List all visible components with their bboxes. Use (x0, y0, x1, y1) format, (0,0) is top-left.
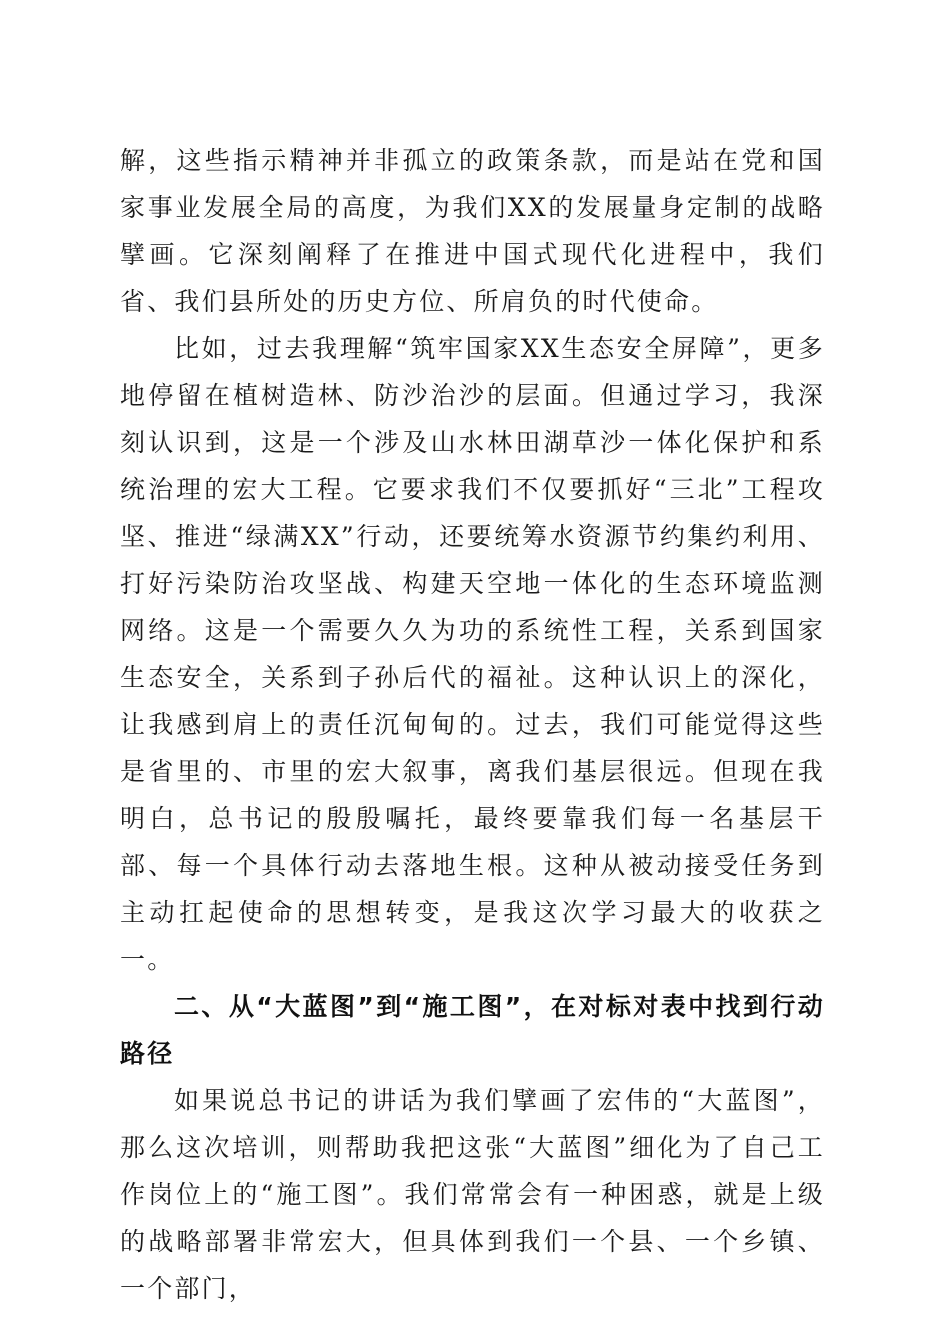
document-body (120, 137, 825, 1312)
paragraph-continuation: 解，这些指示精神并非孤立的政策条款，而是站在党和国家事业发展全局的高度，为我们XX的发展量身定制的战略擘画。它深刻阐释了在推进中国式现代化进程中，我们省、我们县所处的历史方位、所肩负的时代使命。 (120, 146, 825, 316)
paragraph-blueprint: 如果说总书记的讲话为我们擘画了宏伟的“大蓝图”，那么这次培训，则帮助我把这张“大蓝图”细化为了自己工作岗位上的“施工图”。我们常常会有一种困惑，就是上级的战略部署非常宏大，但具体到我们一个县、一个乡镇、一个部门， (120, 1086, 825, 1303)
section-heading-2: 二、从“大蓝图”到“施工图”，在对标对表中找到行动路径 (120, 992, 825, 1068)
paragraph-ecological-barrier: 比如，过去我理解“筑牢国家XX生态安全屏障”，更多地停留在植树造林、防沙治沙的层面。但通过学习，我深刻认识到，这是一个涉及山水林田湖草沙一体化保护和系统治理的宏大工程。它要求我们不仅要抓好“三北”工程攻坚、推进“绿满XX”行动，还要统筹水资源节约集约利用、打好污染防治攻坚战、构建天空地一体化的生态环境监测网络。这是一个需要久久为功的系统性工程，关系到国家生态安全，关系到子孙后代的福祉。这种认识上的深化，让我感到肩上的责任沉甸甸的。过去，我们可能觉得这些是省里的、市里的宏大叙事，离我们基层很远。但现在我明白，总书记的殷殷嘱托，最终要靠我们每一名基层干部、每一个具体行动去落地生根。这种从被动接受任务到主动扛起使命的思想转变，是我这次学习最大的收获之一。 (120, 334, 825, 974)
